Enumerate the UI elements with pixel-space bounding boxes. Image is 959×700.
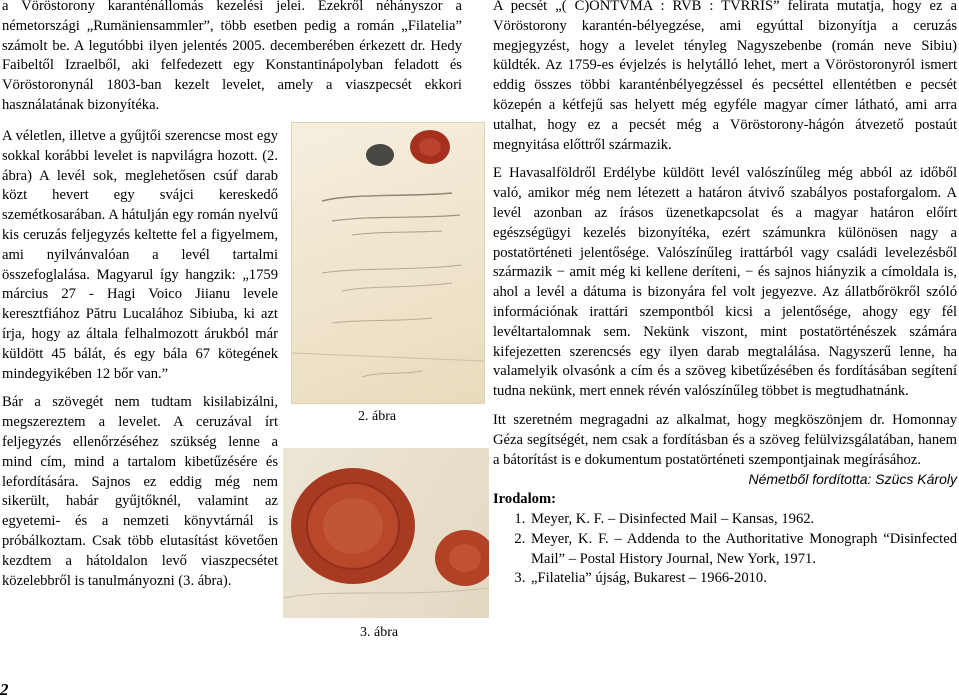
left-paragraph-2: Bár a szövegét nem tudtam kisilabizálni, megszereztem a levelet. A ceruzával írt feljegyzés ellenőrzéséhez szükség lenne a mind cím, mind a tartalom kibetűzésére és lefordítására. Sajnos ez eddig még nem sikerült, habár gyűjtőknél, valamint az egyetemi- és a nemzeti könyvtárnál is próbálkoztam. Csak több elutasítást követően kezdtem a hátoldalon levő viaszpecsétet közelebbről is tanulmányozni (3. ábra).	[2, 394, 278, 589]
right-paragraph-1: A pecsét „( C)ONTVMA : RVB : TVRRIS” felirata mutatja, hogy ez a Vöröstorony karantén-bélyegzése, ami egyúttal bizonyítja a ceruzás megjegyzést, hogy a levelet tényleg Nagyszebenbe (román neve Sibiu) küldték. Az 1759-es évjelzés is helytálló lehet, mert a Vöröstoronyról ismert eddig összes többi karanténbélyegzéssel és pecséttel ellentétben e pecsét közepén a kétfejű sas helyett még egyféle magyar címer látható, ami arra utalhat, hogy ez a pecsét még a Vöröstorony-hágón átvezető postaút megnyitása előttről származik.	[493, 0, 957, 153]
left-column	[2, 127, 278, 591]
intro-paragraph: a Vöröstorony karanténállomás kezelési jelei. Ezekről néhányszor a németországi „Rumäniensammler”, több esetben pedig a román „Filatelia” számolt be. A legutóbbi ilyen jelentés 2005. decemberében érkezett dr. Hedy Faibeltől Izraelből, aki felfedezett egy Konstantinápolyban feladott és Vöröstoronynál 1803-ban kezelt levelet, amely a viaszpecsét ekkori használatának bizonyítéka.	[2, 0, 462, 113]
literature-heading: Irodalom:	[493, 491, 556, 508]
translator-credit: Németből fordította: Szücs Károly	[748, 471, 957, 488]
literature-item: 2. Meyer, K. F. – Addenda to the Authoritative Monograph “Disinfected Mail” – Postal History Journal, New York, 1971.	[529, 530, 957, 570]
figure-2-letter-image	[291, 122, 485, 404]
wax-seal-illustration	[283, 448, 489, 618]
right-paragraph-2: E Havasalföldről Erdélybe küldött levél valószínűleg még abból az időből való, amikor még nem létezett a határon átvivő szabályos postaforgalom. A levél azonban az írásos üzenetkapcsolat és a magyar határon előírt egészségügyi kezelés bizonyítéka, ezért számunkra különösen nagy a postatörténeti jelentősége. Valószínűleg irattárból vagy családi levelezésből származik − amit még ki kellene deríteni, − és sajnos hiányzik a címoldala is, ahol a levél a dátuma is bizonyára fel volt jegyezve. Az állatbőrökről szóló információnak irattári szempontból kicsi a jelentősége, ahogy egy fél levéltartalomnak sem. Nekünk viszont, mint postatörténészek számára kifejezetten szerencsés egy ilyen darab megtalálása. Nagyszerű lenne, ha valamelyik olvasónk a cím és a szöveg kibetűzésében és fordításában segítení tudna nekünk, mert ennek révén valószínűleg többet is megtudhatnánk.	[493, 165, 957, 400]
literature-list	[493, 510, 957, 589]
left-paragraph-1: A véletlen, illetve a gyűjtői szerencse most egy sokkal korábbi levelet is napvilágra hozott. (2. ábra) A levél sok, meglehetősen csúf darab közt hevert egy svájci kereskedő szemétkosarában. A hátulján egy román nyelvű kis ceruzás feljegyzés keltette fel a figyelmem, ami nyilvánvalóan a levél tartalmi összefoglalása. Magyarul így hangzik: „1759 március 27 - Hagi Voico Jiianu levele keresztfiához Pătru Lucalához Sibiuba, ki azt írja, hogy az általa felhalmozott árukból már küldött 45 bálát, és egy bála 67 kötegének mindegyikében 12 bőr van.”	[2, 128, 278, 382]
letter-illustration	[292, 123, 484, 403]
figure-3-caption: 3. ábra	[360, 625, 399, 640]
right-column	[493, 0, 957, 589]
literature-item: 1. Meyer, K. F. – Disinfected Mail – Kansas, 1962.	[529, 510, 957, 530]
page-number: 2	[0, 680, 9, 699]
right-paragraph-3: Itt szeretném megragadni az alkalmat, hogy megköszönjem dr. Homonnay Géza segítségét, nem csak a fordításban és a szöveg felülvizsgálatában, hanem a bátorítást is e dokumentum postatörténeti szempontjainak megírásához.	[493, 411, 957, 468]
figure-3-seal-image	[283, 448, 489, 618]
literature-item: 3. „Filatelia” újság, Bukarest – 1966-2010.	[529, 569, 957, 589]
figure-2-caption: 2. ábra	[358, 409, 397, 424]
